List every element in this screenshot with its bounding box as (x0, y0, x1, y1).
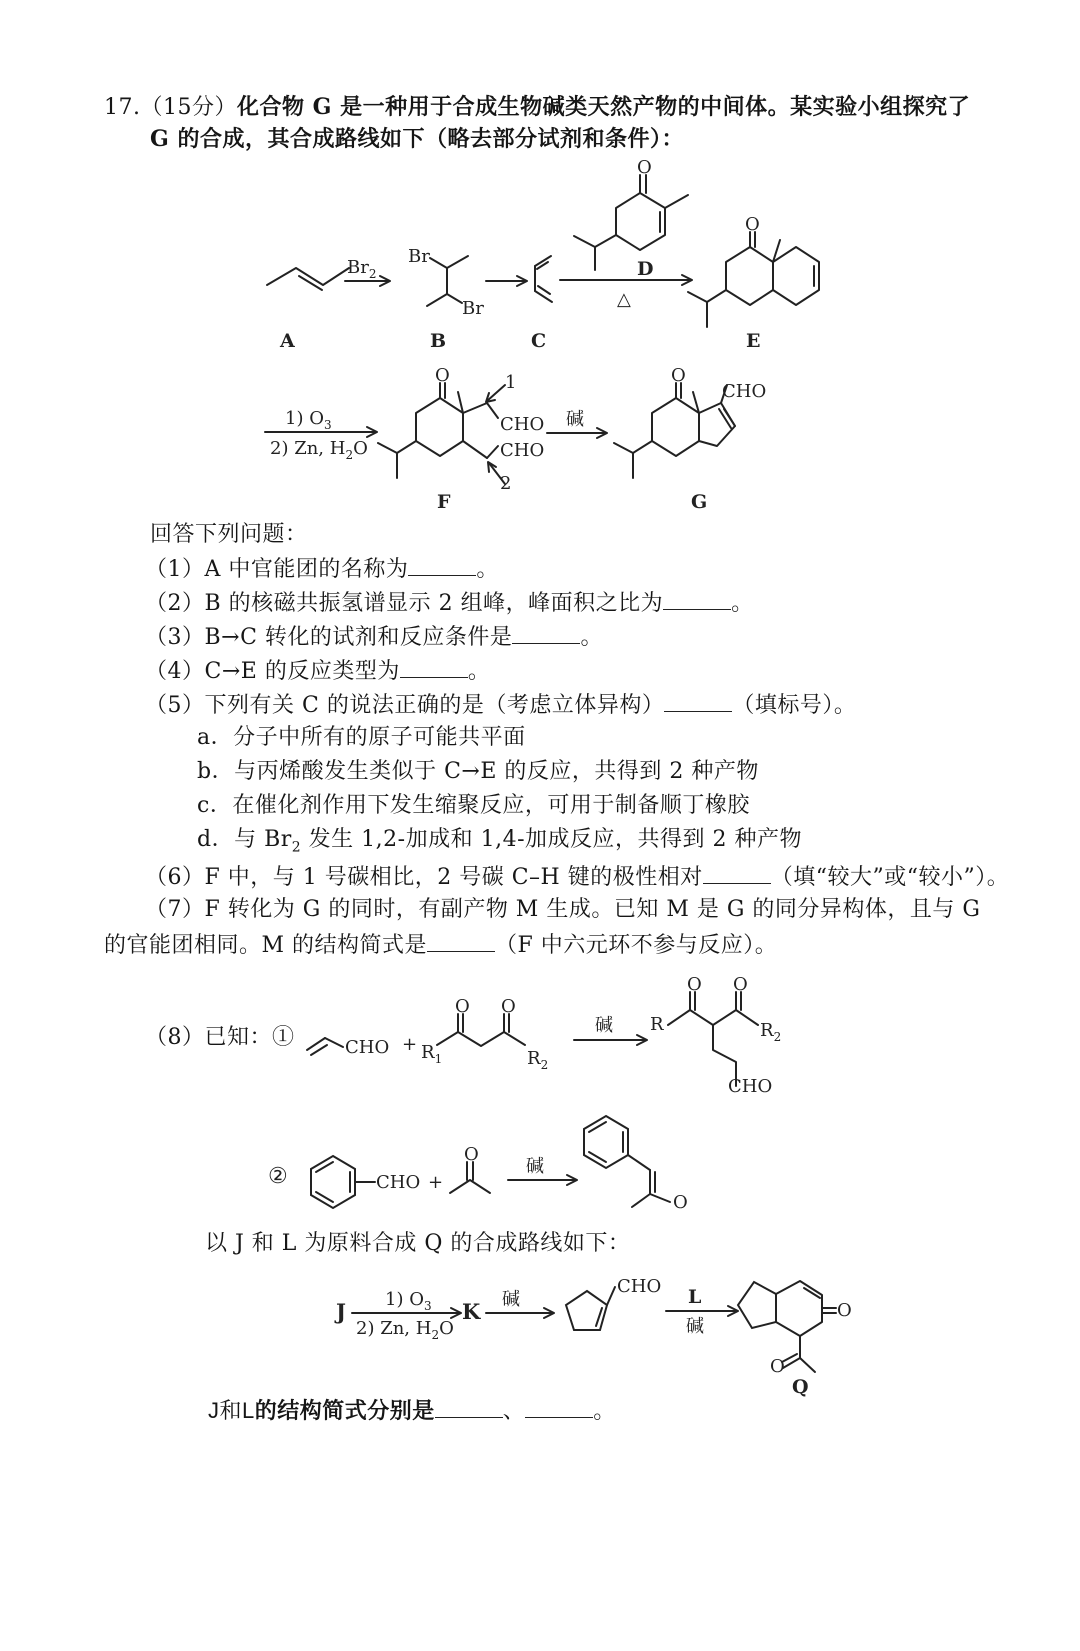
diketone-o2: O (501, 996, 516, 1017)
final-prefix: J和L (208, 1398, 255, 1423)
intro-line2: G 的合成，其合成路线如下（略去部分试剂和条件）： (150, 126, 684, 152)
final-answer-blank-L[interactable] (525, 1395, 593, 1418)
label-D: D (637, 258, 654, 280)
route-L: L (688, 1286, 702, 1308)
atom-br-bottom: Br (462, 298, 484, 319)
q7-line1: （7）F 转化为 G 的同时，有副产物 M 生成。已知 M 是 G 的同分异构体，且与 G (145, 897, 981, 922)
plus-2: + (428, 1172, 444, 1193)
reagent-br2: $Br_2$ (347, 257, 377, 281)
arrow-K-cyclopentene (486, 1308, 554, 1318)
route-Q: Q (792, 1376, 809, 1398)
circle-2: ② (268, 1164, 288, 1189)
route-J: J (336, 1299, 346, 1324)
michael-product (668, 992, 758, 1086)
route-step1: 1) $O_3$ (385, 1289, 432, 1313)
intro-line1: 化合物 G 是一种用于合成生物碱类天然产物的中间体。某实验小组探究了 (237, 94, 971, 120)
answers-title: 回答下列问题： (150, 522, 308, 547)
route-K: K (462, 1299, 481, 1324)
label-F: F (437, 491, 451, 513)
benzaldehyde (311, 1156, 375, 1208)
q5-option-b: b．与丙烯酸发生类似于 C→E 的反应，共得到 2 种产物 (197, 759, 759, 784)
product-o1: O (687, 974, 702, 995)
reagent-base-FG: 碱 (566, 409, 584, 430)
diketone-o1: O (455, 996, 470, 1017)
label-C: C (531, 330, 547, 352)
q8-intro: （8）已知：① (145, 1025, 295, 1050)
product-o2: O (733, 974, 748, 995)
q-ketone-o: O (837, 1300, 852, 1321)
product-cho: CHO (728, 1076, 773, 1097)
cho-F-2: CHO (500, 440, 545, 461)
atom-o-G: O (671, 365, 686, 386)
q5-option-a: a．分子中所有的原子可能共平面 (197, 725, 526, 750)
acrolein (307, 1038, 343, 1055)
benzalacetone (584, 1116, 670, 1207)
label-A: A (280, 330, 295, 352)
diketone-r2: $R_2$ (527, 1048, 549, 1072)
q7-line2: 的官能团相同。M 的结构简式是 （F 中六元环不参与反应）。 (104, 929, 777, 961)
carbon-2-marker: 2 (500, 473, 512, 494)
q5-option-d: d．与 $Br_2$ 发生 1,2-加成和 1,4-加成反应，共得到 2 种产物 (197, 827, 802, 856)
arrow-known-1 (574, 1035, 647, 1045)
q2: （2）B 的核磁共振氢谱显示 2 组峰，峰面积之比为 。 (145, 587, 754, 619)
label-E: E (746, 330, 761, 352)
q1: （1）A 中官能团的名称为 。 (145, 553, 499, 585)
ozon-step1: 1) $O_3$ (285, 408, 332, 432)
cho-F-1: CHO (500, 414, 545, 435)
acetone (450, 1162, 490, 1193)
route-cho: CHO (617, 1276, 662, 1297)
acrolein-cho: CHO (345, 1037, 390, 1058)
benzalacetone-o: O (673, 1192, 688, 1213)
heat-symbol: △ (617, 289, 631, 310)
question-number: 17.（15分）化合物 G 是一种用于合成生物碱类天然产物的中间体。某实验小组探究了 (104, 94, 971, 120)
route-base-2: 碱 (686, 1316, 704, 1337)
atom-o-D: O (637, 157, 652, 178)
atom-o-E: O (745, 214, 760, 235)
product-r2: $R_2$ (760, 1020, 782, 1044)
diketone (437, 1014, 525, 1046)
ozon-step2: 2) Zn, $H_2O$ (270, 438, 368, 462)
diketone-r1: $R_1$ (421, 1042, 443, 1066)
plus-1: + (402, 1034, 418, 1055)
q-acetyl-o: O (770, 1356, 785, 1377)
carbon-1-marker: 1 (505, 372, 517, 393)
product-r1: R (650, 1014, 664, 1035)
q4: （4）C→E 的反应类型为 。 (145, 655, 490, 687)
arrow-to-Q (666, 1306, 738, 1316)
route-base-1: 碱 (502, 1289, 520, 1310)
q5-option-c: c．在催化剂作用下发生缩聚反应，可用于制备顺丁橡胶 (197, 793, 750, 818)
acetone-o: O (464, 1144, 479, 1165)
reagent-base-1: 碱 (595, 1015, 613, 1036)
label-B: B (430, 330, 447, 352)
q6: （6）F 中，与 1 号碳相比，2 号碳 C–H 键的极性相对 （填“较大”或“较小”）。 (145, 861, 1009, 893)
label-G: G (691, 491, 708, 513)
atom-o-F: O (435, 365, 450, 386)
reagent-base-2: 碱 (526, 1156, 544, 1177)
cho-G: CHO (722, 381, 767, 402)
atom-br-top: Br (408, 246, 430, 267)
final-question: J和L的结构简式分别是 、 。 (208, 1395, 616, 1427)
q5: （5）下列有关 C 的说法正确的是（考虑立体异构） （填标号）。 (145, 689, 856, 721)
cyclopentene-carbaldehyde (566, 1287, 615, 1330)
route-step2: 2) Zn, $H_2O$ (356, 1318, 454, 1342)
benzaldehyde-cho: CHO (376, 1172, 421, 1193)
final-answer-blank-J[interactable] (435, 1395, 503, 1418)
route-intro: 以 J 和 L 为原料合成 Q 的合成路线如下： (205, 1231, 631, 1256)
molecule-Q (738, 1281, 836, 1372)
q3: （3）B→C 转化的试剂和反应条件是 。 (145, 621, 603, 653)
